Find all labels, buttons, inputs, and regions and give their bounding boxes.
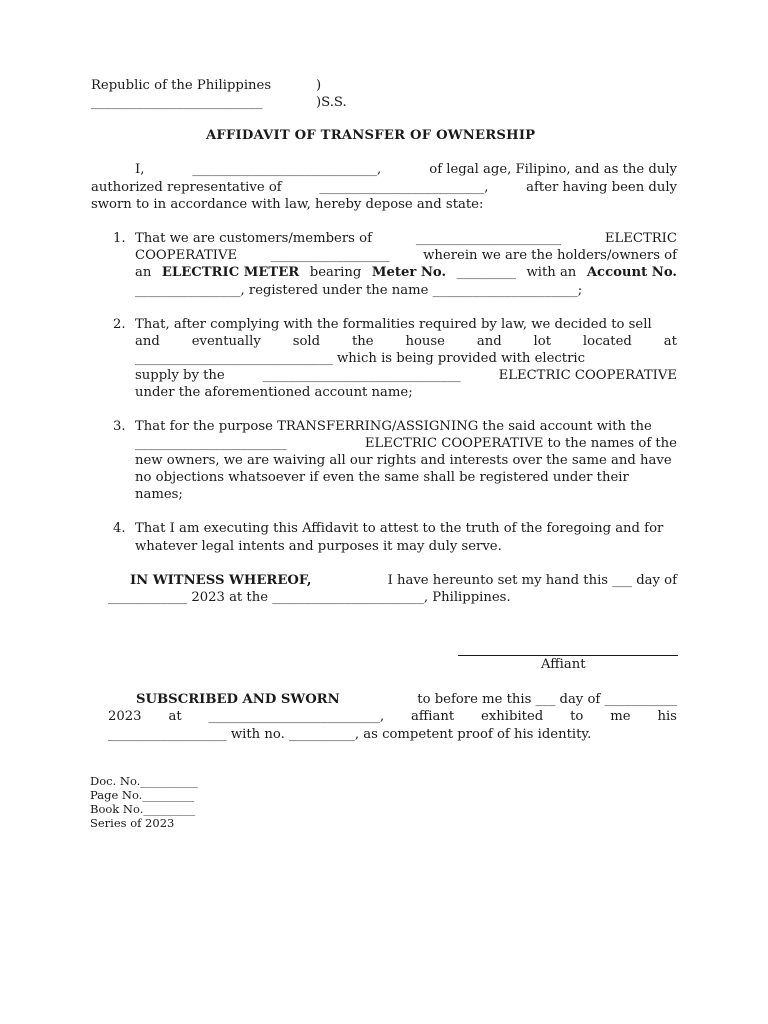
subscribed-line-2: [108, 709, 677, 724]
item-3-number: 3.: [113, 419, 126, 434]
subscribed-line-3: __________________ with no. __________, as competent proof of his identity.: [108, 727, 592, 742]
doc-no: Doc. No.__________: [90, 774, 198, 788]
cooperative-blank-4: _______________________: [135, 436, 287, 451]
item-3-line-2: [135, 436, 677, 451]
intro-text-2c: after having been duly: [526, 180, 677, 195]
header-paren: ): [316, 78, 322, 93]
item-2-line-5: under the aforementioned account name;: [135, 385, 413, 400]
cooperative-blank-3: ______________________________: [262, 368, 461, 383]
item-3-line-1: That for the purpose TRANSFERRING/ASSIGNING the said account with the: [135, 419, 652, 434]
subscribed-text-1: to before me this ___ day of ___________: [417, 692, 677, 707]
witness-line-2: ____________ 2023 at the _______________________, Philippines.: [108, 590, 511, 605]
book-no: Book No._________: [90, 802, 196, 816]
republic-text: Republic of the Philippines: [91, 78, 272, 93]
item-2-line-3: ______________________________ which is being provided with electric: [135, 351, 585, 366]
ss-text: )S.S.: [316, 95, 347, 110]
series: Series of 2023: [90, 816, 175, 830]
account-no-label: Account No.: [586, 265, 677, 280]
item-1-text: with an: [526, 265, 577, 280]
venue-blank: __________________________: [91, 95, 263, 110]
item-2-word: and: [476, 334, 502, 349]
item-3-line-4: no objections whatsoever if even the same shall be registered under their: [135, 470, 629, 485]
item-3-line-3: new owners, we are waiving all our rights and interests over the same and have: [135, 453, 672, 468]
item-4-number: 4.: [113, 521, 126, 536]
meter-no-blank: _________: [456, 265, 516, 280]
item-1-text: COOPERATIVE: [135, 248, 238, 263]
item-1-number: 1.: [113, 231, 126, 246]
subscribed-heading: SUBSCRIBED AND SWORN: [136, 692, 340, 707]
subscribed-word: exhibited: [481, 709, 544, 724]
intro-i: I,: [135, 162, 145, 177]
subscribed-word: his: [657, 709, 677, 724]
subscribed-word: 2023: [108, 709, 142, 724]
affiant-label: Affiant: [541, 657, 586, 672]
document-title: AFFIDAVIT OF TRANSFER OF OWNERSHIP: [206, 128, 536, 143]
cooperative-blank-1: ______________________: [415, 231, 561, 246]
item-2-text: supply by the: [135, 368, 225, 383]
item-2-word: sold: [292, 334, 321, 349]
item-2-text: ELECTRIC COOPERATIVE: [498, 368, 677, 383]
item-1-line-4: ________________, registered under the name ______________________;: [135, 283, 583, 298]
place-blank: __________________________,: [208, 709, 385, 724]
witness-line-1: [130, 573, 677, 588]
page-no: Page No._________: [90, 788, 195, 802]
intro-line-2: [91, 180, 677, 195]
item-2-word: lot: [533, 334, 552, 349]
item-2-line-4: [135, 368, 677, 383]
affiant-signature-line: [458, 655, 678, 656]
subscribed-word: me: [610, 709, 631, 724]
item-4-line-1: That I am executing this Affidavit to attest to the truth of the foregoing and for: [135, 521, 664, 536]
item-1-line-1: [135, 231, 677, 246]
item-3-text: ELECTRIC COOPERATIVE to the names of the: [364, 436, 677, 451]
item-1-text: an: [135, 265, 152, 280]
meter-no-label: Meter No.: [371, 265, 447, 280]
item-2-number: 2.: [113, 317, 126, 332]
intro-line-1: [91, 162, 677, 177]
item-1-text: bearing: [309, 265, 362, 280]
representative-blank: _________________________,: [319, 180, 489, 195]
item-2-word: at: [663, 334, 677, 349]
subscribed-word: affiant: [411, 709, 455, 724]
item-1-text: ELECTRIC: [604, 231, 677, 246]
intro-text-1: of legal age, Filipino, and as the duly: [429, 162, 677, 177]
item-2-word: eventually: [191, 334, 261, 349]
subscribed-line-1: [136, 692, 677, 707]
item-1-text: wherein we are the holders/owners of: [423, 248, 677, 263]
item-3-line-5: names;: [135, 487, 183, 502]
witness-heading: IN WITNESS WHEREOF,: [130, 573, 312, 588]
affiant-name-blank: ____________________________,: [192, 162, 382, 177]
subscribed-word: at: [168, 709, 182, 724]
intro-line-3: sworn to in accordance with law, hereby depose and state:: [91, 197, 484, 212]
item-2-word: located: [582, 334, 632, 349]
item-2-word: house: [405, 334, 445, 349]
item-2-word: the: [351, 334, 374, 349]
witness-text-1: I have hereunto set my hand this ___ day of: [387, 573, 677, 588]
item-4-line-2: whatever legal intents and purposes it may duly serve.: [135, 539, 502, 554]
subscribed-word: to: [570, 709, 584, 724]
item-1-line-2: [135, 248, 677, 263]
item-2-line-2: [135, 334, 677, 349]
item-2-line-1: That, after complying with the formalities required by law, we decided to sell: [135, 317, 652, 332]
item-1-text: That we are customers/members of: [135, 231, 372, 246]
cooperative-blank-2: __________________: [270, 248, 390, 263]
electric-meter-label: ELECTRIC METER: [161, 265, 300, 280]
item-1-line-3: [135, 265, 677, 280]
intro-text-2a: authorized representative of: [91, 180, 282, 195]
item-2-word: and: [135, 334, 160, 349]
